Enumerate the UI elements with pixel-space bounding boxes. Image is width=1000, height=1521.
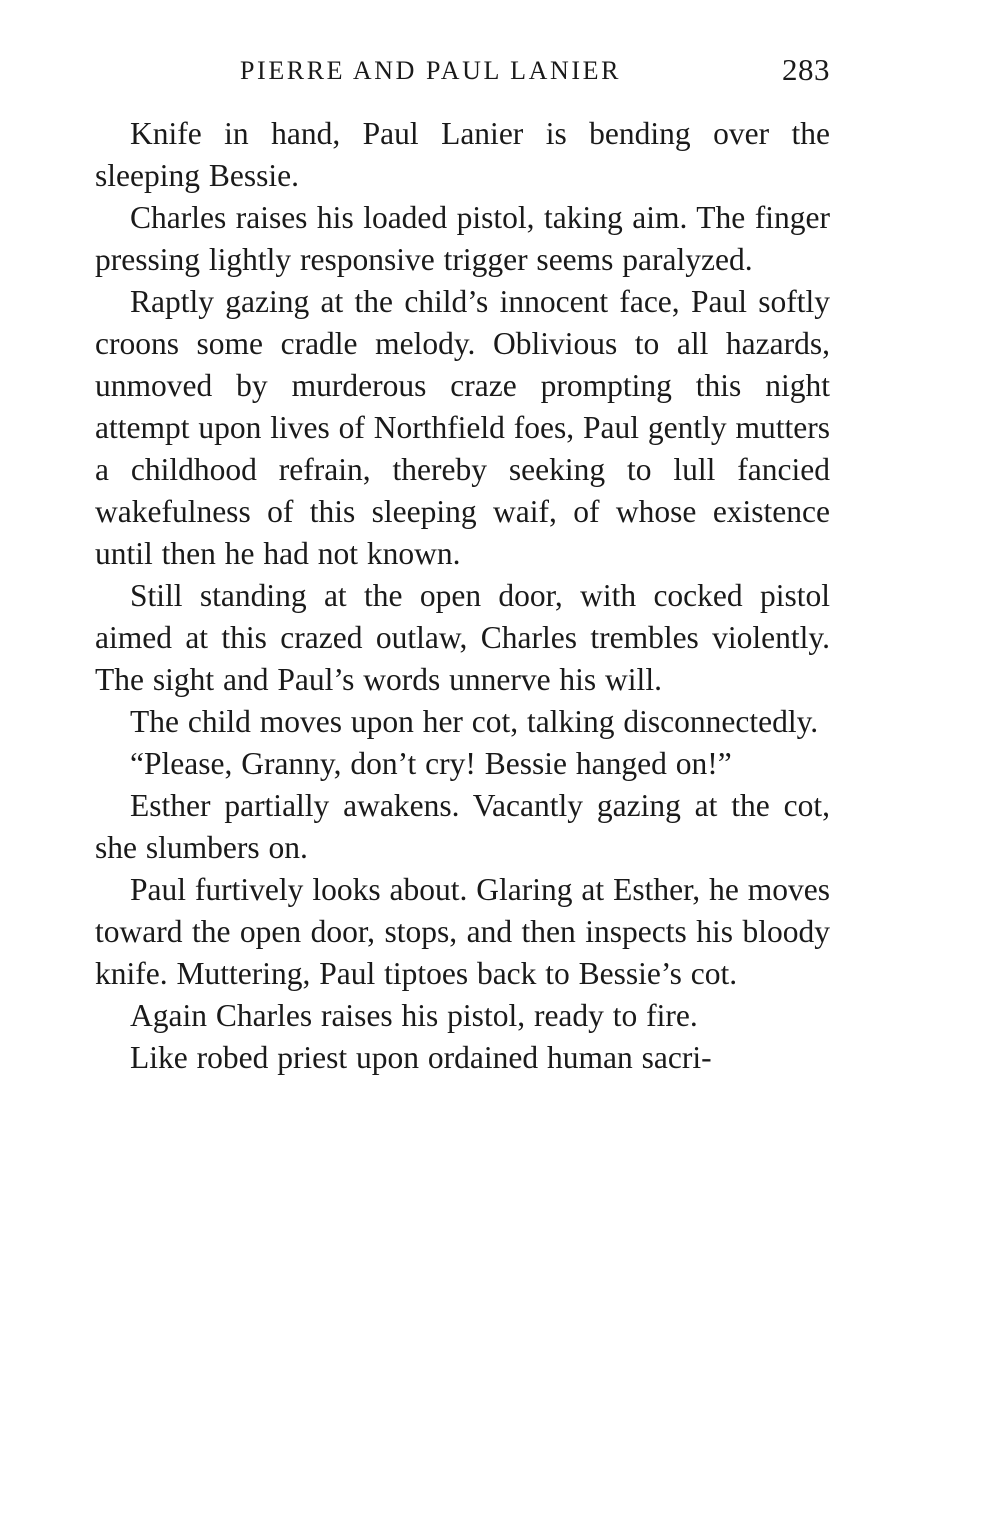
paragraph: Charles raises his loaded pistol, taking aim. The finger pressing lightly responsive trigger seems paralyzed. bbox=[95, 200, 830, 277]
paragraph: Esther partially awakens. Vacantly gazing at the cot, she slumbers on. bbox=[95, 788, 830, 865]
paragraph: Again Charles raises his pistol, ready to fire. bbox=[130, 998, 698, 1033]
paragraph: Paul furtively looks about. Glaring at Esther, he moves toward the open door, stops, and then inspects his bloody knife. Muttering, Paul tiptoes back to Bessie’s cot. bbox=[95, 872, 830, 991]
paragraph-continued: Like robed priest upon ordained human sacri- bbox=[130, 1040, 712, 1075]
body-text bbox=[95, 113, 830, 1079]
paragraph: Still standing at the open door, with cocked pistol aimed at this crazed outlaw, Charles trembles violently. The sight and Paul’s words unnerve his will. bbox=[95, 578, 830, 697]
paragraph: “Please, Granny, don’t cry! Bessie hanged on!” bbox=[130, 746, 732, 781]
running-title: PIERRE AND PAUL LANIER bbox=[240, 56, 622, 85]
running-head bbox=[95, 52, 830, 92]
paragraph: Raptly gazing at the child’s innocent face, Paul softly croons some cradle melody. Oblivious to all hazards, unmoved by murderous craze prompting this night attempt upon lives of Northfield foes, Paul gently mutters a childhood refrain, thereby seeking to lull fancied wakefulness of this sleeping waif, of whose existence until then he had not known. bbox=[95, 284, 830, 571]
page-number: 283 bbox=[782, 52, 830, 87]
paragraph: Knife in hand, Paul Lanier is bending over the sleeping Bessie. bbox=[95, 116, 830, 193]
paragraph: The child moves upon her cot, talking disconnectedly. bbox=[130, 704, 819, 739]
